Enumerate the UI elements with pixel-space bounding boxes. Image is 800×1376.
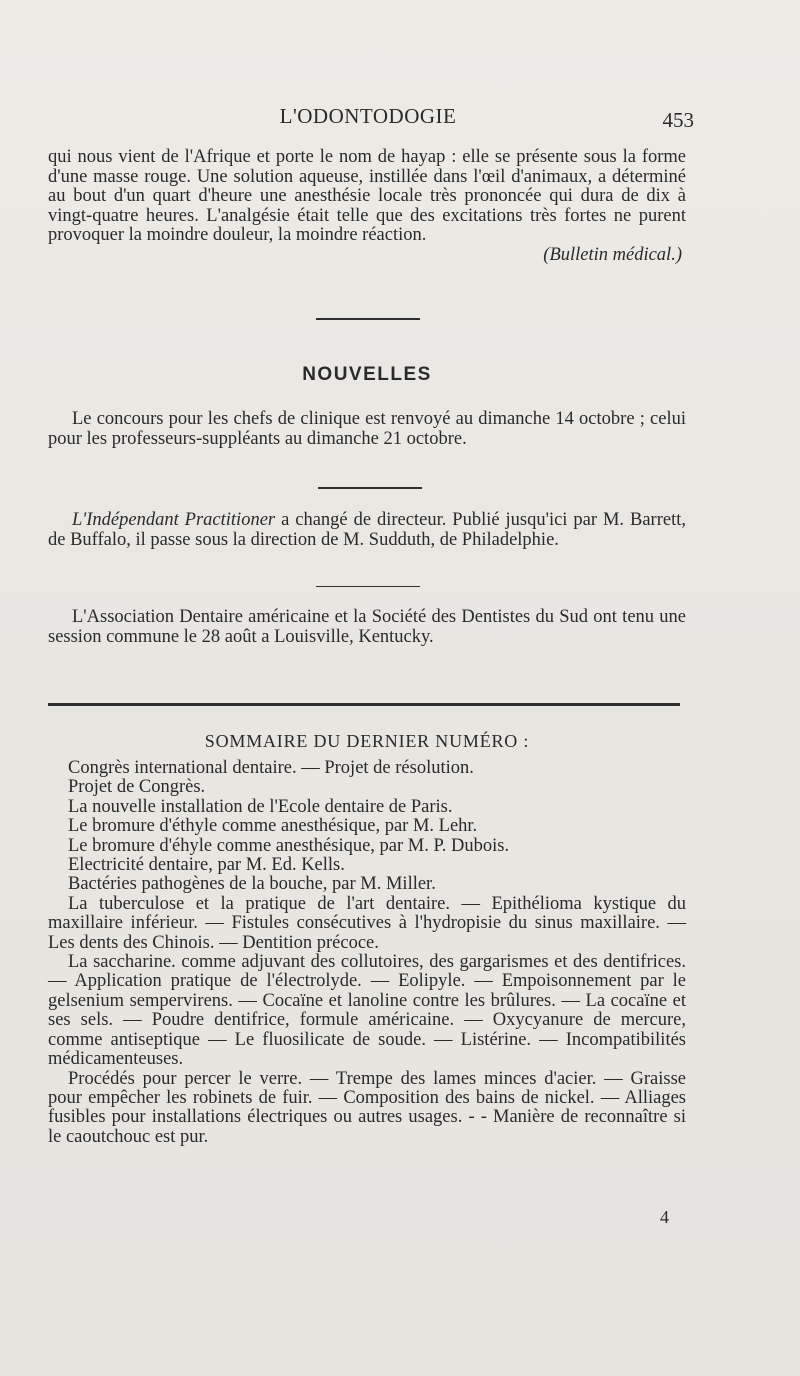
summary-item: Procédés pour percer le verre. — Trempe des lames minces d'acier. — Graisse pour empêcher les robinets de fuir. — Composition des bains de nickel. — Alliages fusibles pour installations électriques ou autres usages. - - Manière de reconnaître si le caoutchouc est pur. [48, 1068, 686, 1147]
summary-item: La tuberculose et la pratique de l'art dentaire. — Epithélioma kystique du maxillaire inférieur. — Fistules consécutives à l'hydropisie du sinus maxillaire. — Les dents des Chinois. — Dentition précoce. [48, 893, 686, 953]
news-heading: NOUVELLES [302, 364, 432, 385]
intro-paragraph: qui nous vient de l'Afrique et porte le nom de hayap : elle se présente sous la forme d'une masse rouge. Une solution aqueuse, instillée dans l'œil d'animaux, a déterminé au bout d'un quart d'heure une anesthésie locale très prononcée qui dura de dix à vingt-quatre heures. L'analgésie était telle que des excitations très fortes ne purent provoquer la moindre douleur, la moindre réaction. [48, 147, 686, 246]
news-item-1-text: Le concours pour les chefs de clinique est renvoyé au dimanche 14 octobre ; celui pour les professeurs-suppléants au dimanche 21 octobre. [48, 409, 686, 449]
journal-title: L'ODONTODOGIE [279, 104, 457, 128]
section-separator [48, 703, 680, 706]
news-item-2 [48, 511, 686, 550]
news-item-2-text [48, 511, 686, 550]
summary-item: Le bromure d'éthyle comme anesthésique, par M. Lehr. [68, 816, 478, 837]
divider-rule [318, 487, 422, 489]
intro-source: (Bulletin médical.) [543, 244, 682, 265]
divider-rule [316, 586, 420, 587]
summary-item: Projet de Congrès. [68, 777, 206, 798]
summary-item: Congrès international dentaire. — Projet de résolution. [68, 758, 474, 778]
signature-mark: 4 [660, 1207, 669, 1227]
divider-rule [316, 318, 420, 320]
summary-item: Le bromure d'éhyle comme anesthésique, par M. P. Dubois. [68, 835, 510, 856]
summary-list [48, 759, 686, 1147]
journal-name: L'Indépendant Practitioner [72, 510, 276, 530]
running-head [48, 100, 694, 140]
summary-heading: SOMMAIRE DU DERNIER NUMÉRO : [204, 731, 530, 751]
news-item-3-text: L'Association Dentaire américaine et la Société des Dentistes du Sud ont tenu une session commune le 28 août a Louisville, Kentucky. [48, 607, 686, 647]
summary-item: La saccharine. comme adjuvant des collutoires, des gargarismes et des dentifrices. — Application pratique de l'électrolyde. — Eolipyle. — Empoisonnement par le gelsenium sempervirens. — Cocaïne et lanoline contre les brûlures. — La cocaïne et ses sels. — Poudre dentifrice, formule américaine. — Oxycyanure de mercure, comme antiseptique — Le fluosilicate de soude. — Listérine. — Incompatibilités médicamenteuses. [48, 952, 686, 1070]
news-item-1 [48, 410, 686, 449]
news-item-2-body: a changé de directeur. Publié jusqu'ici par M. Barrett, de Buffalo, il passe sous la direction de M. Sudduth, de Philadelphie. [48, 510, 686, 550]
intro-text [48, 148, 686, 266]
summary-item: Electricité dentaire, par M. Ed. Kells. [68, 855, 345, 876]
summary-item: Bactéries pathogènes de la bouche, par M. Miller. [68, 874, 436, 895]
news-item-3 [48, 608, 686, 647]
summary-item: La nouvelle installation de l'Ecole dentaire de Paris. [68, 796, 453, 817]
page-number: 453 [662, 108, 694, 132]
